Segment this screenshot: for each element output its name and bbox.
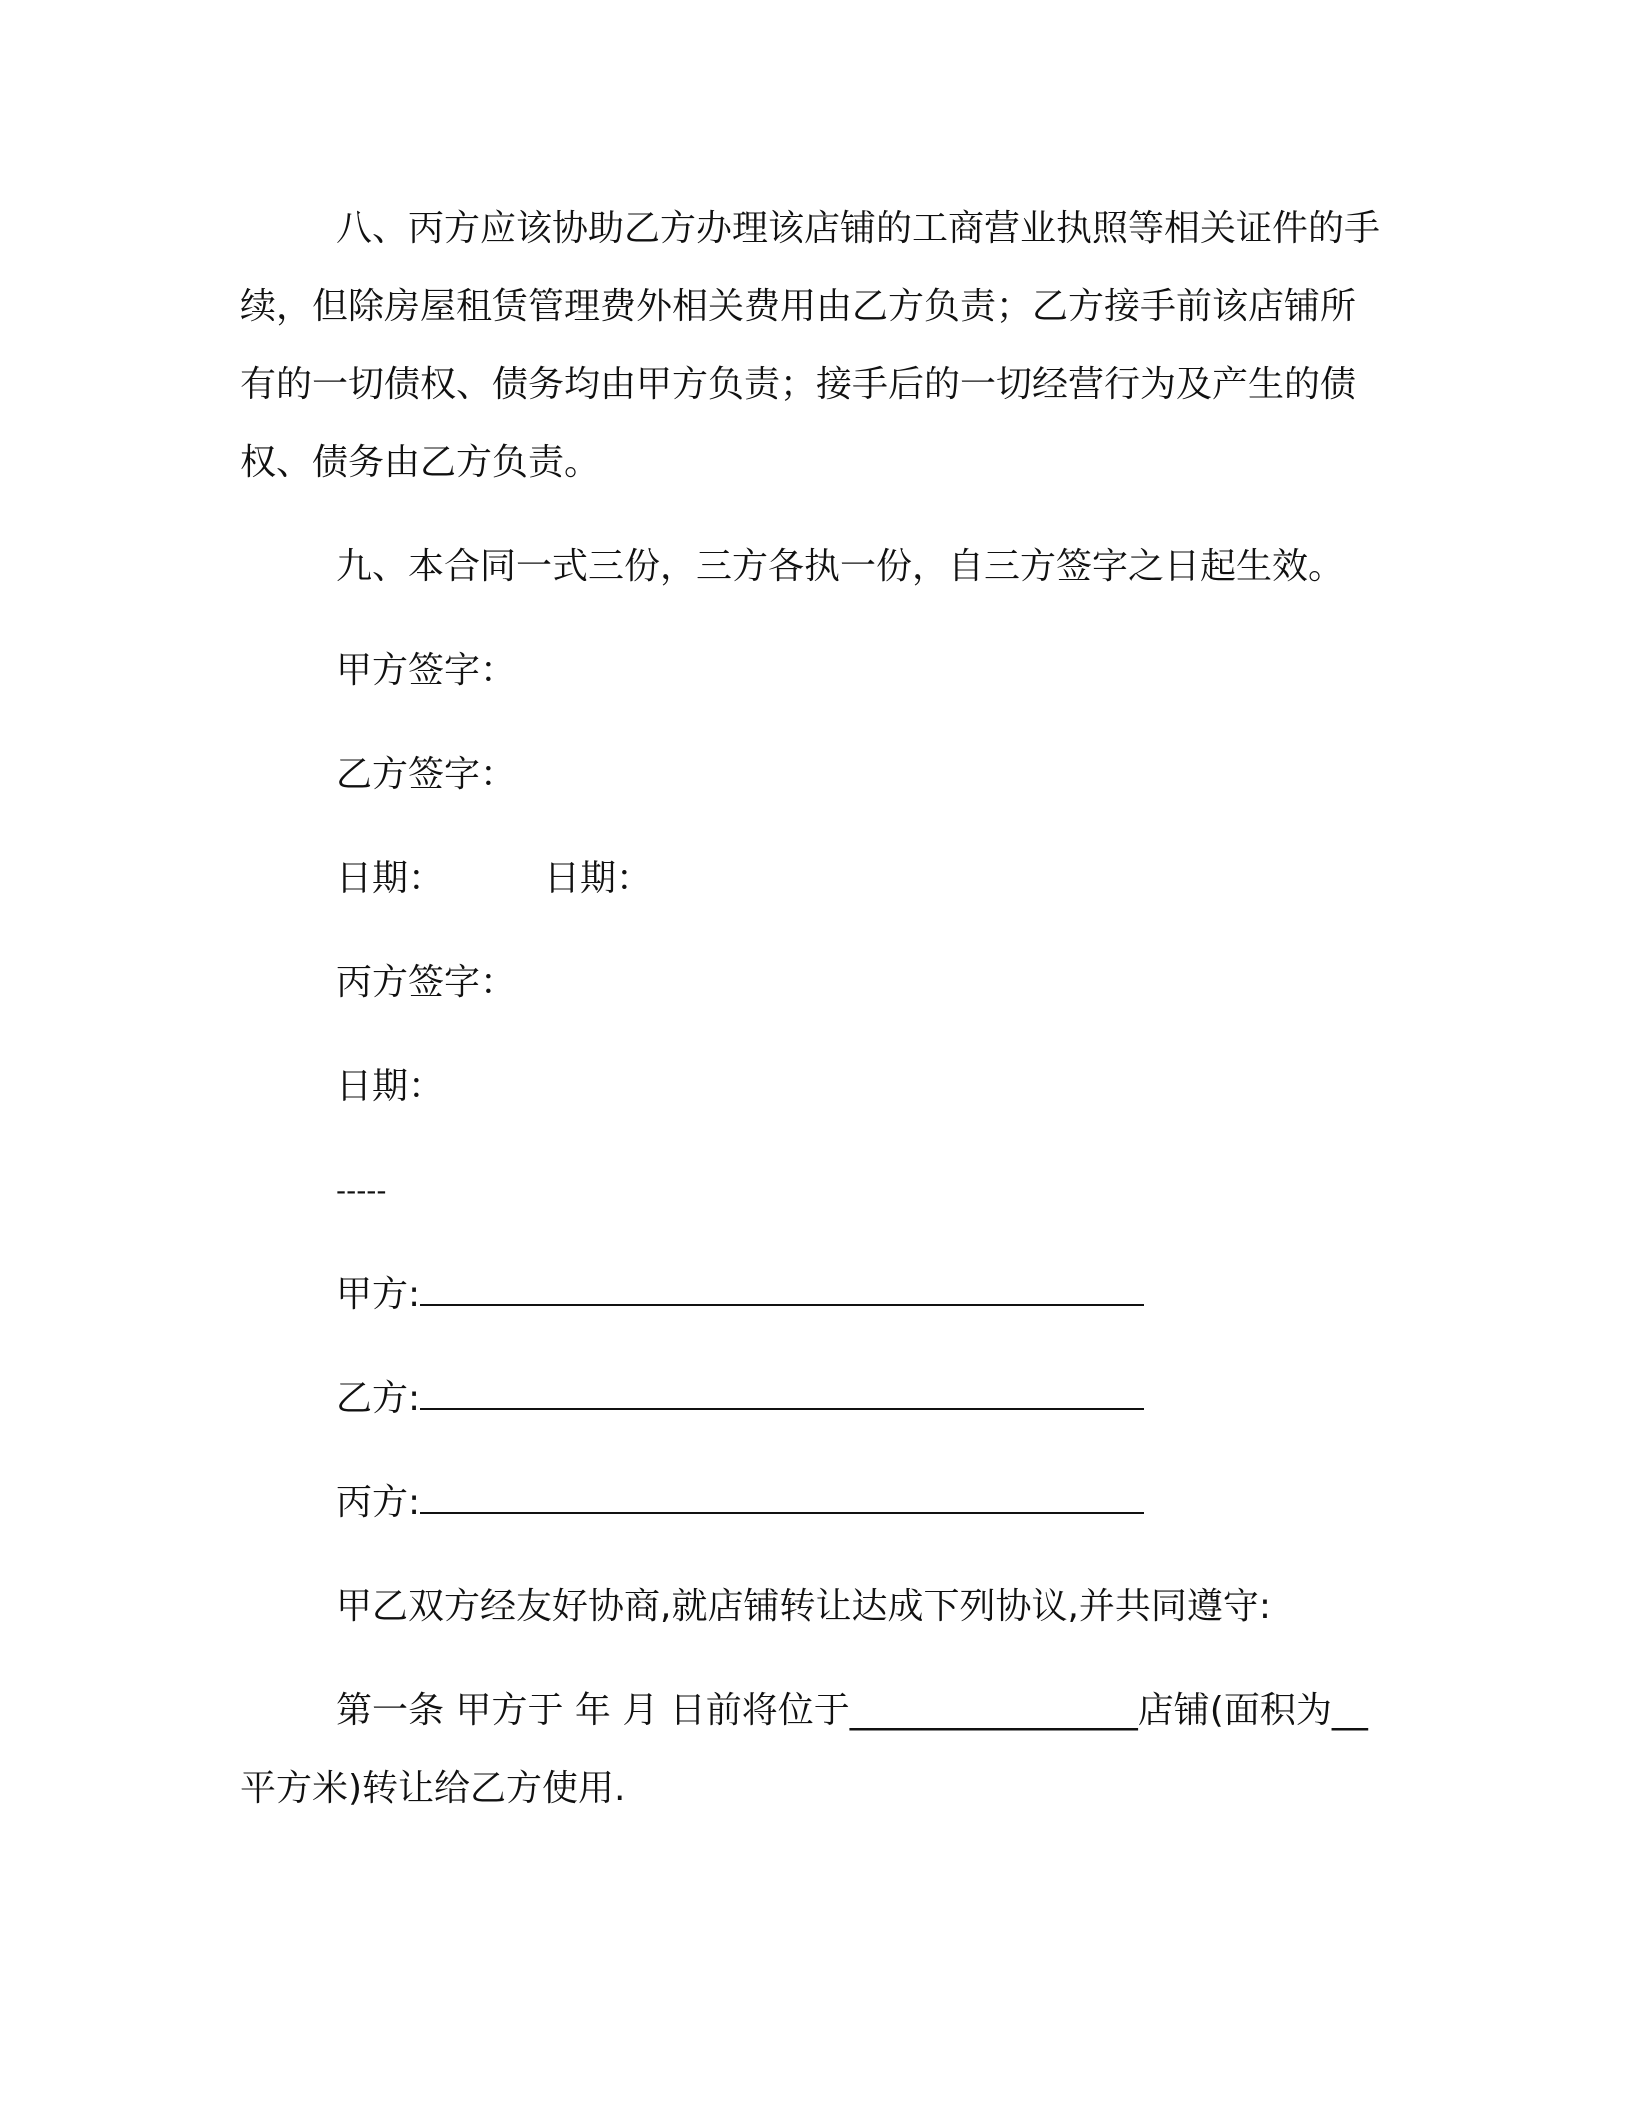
party-a-blank [420, 1274, 1144, 1306]
party-c-signature-label: 丙方签字： [336, 962, 517, 1003]
clause-8-paragraph: 八、丙方应该协助乙方办理该店铺的工商营业执照等相关证件的手续，但除房屋租赁管理费外相关费用由乙方负责；乙方接手前该店铺所有的一切债权、债务均由甲方负责；接手后的一切经营行为及产生的债权、债务由乙方负责。 [240, 208, 1381, 483]
party-b-label: 乙方: [336, 1378, 421, 1419]
date-label-2: 日期： [544, 858, 653, 899]
article-1-paragraph [240, 1672, 1390, 1828]
party-c-label: 丙方: [336, 1482, 421, 1523]
party-c-blank [420, 1482, 1144, 1514]
party-a-line [336, 1256, 1390, 1334]
party-a-label: 甲方: [336, 1274, 421, 1315]
article-1-blank-2: __ [1331, 1690, 1368, 1731]
date-label-3: 日期： [336, 1066, 445, 1107]
party-a-signature-label: 甲方签字： [336, 650, 517, 691]
article-1-text-3: 平方米)转让给乙方使用. [240, 1768, 626, 1809]
article-1-text-2: 店铺(面积为 [1137, 1690, 1332, 1731]
document-body [240, 190, 1390, 1854]
intro-paragraph: 甲乙双方经友好协商,就店铺转让达成下列协议,并共同遵守: [336, 1586, 1272, 1627]
article-1-text-1: 第一条 甲方于 年 月 日前将位于 [336, 1690, 850, 1731]
party-c-line [336, 1464, 1390, 1542]
date-label-1: 日期： [336, 858, 445, 899]
clause-9-paragraph: 九、本合同一式三份，三方各执一份，自三方签字之日起生效。 [336, 546, 1345, 587]
separator-dashes: ----- [336, 1174, 387, 1207]
party-b-line [336, 1360, 1390, 1438]
date-row [336, 840, 1390, 918]
party-b-blank [420, 1378, 1144, 1410]
article-1-blank-1: ________________ [849, 1690, 1138, 1731]
party-b-signature-label: 乙方签字： [336, 754, 517, 795]
